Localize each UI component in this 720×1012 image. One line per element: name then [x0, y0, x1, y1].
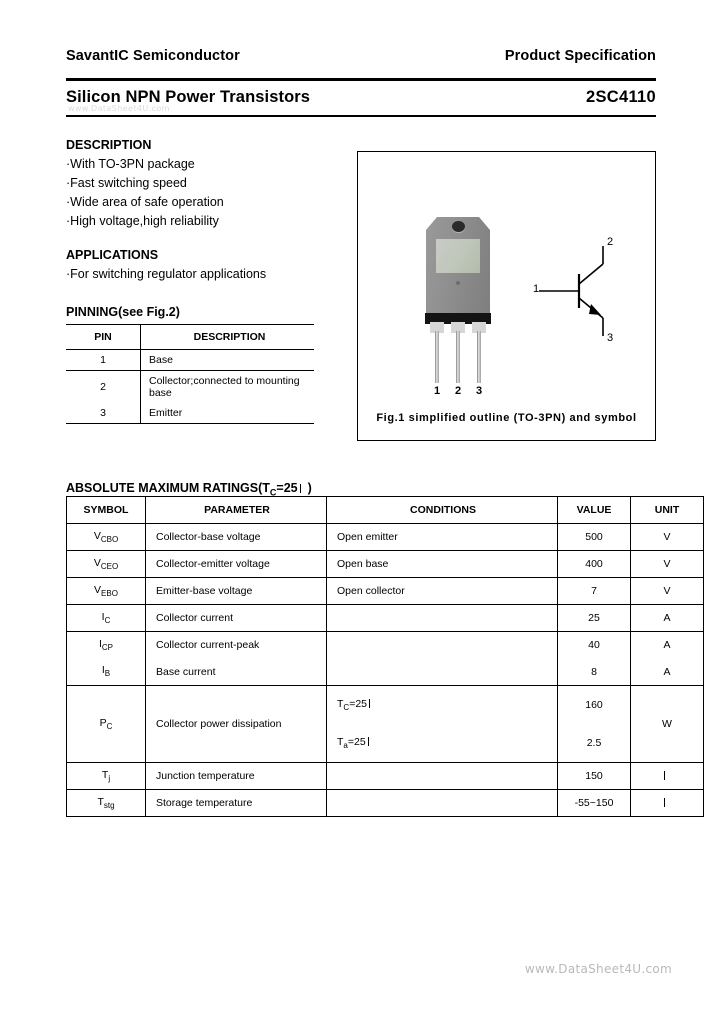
table-row — [66, 371, 314, 404]
symbol-base: T — [101, 768, 109, 781]
condition-suffix: =25 — [349, 697, 368, 710]
table-header-row — [66, 325, 314, 350]
symbol-base: V — [93, 530, 101, 542]
rating-conditions — [327, 632, 558, 659]
rating-unit: A — [631, 658, 704, 685]
symbol-base: I — [98, 638, 102, 651]
rating-symbol — [67, 789, 146, 816]
symbol-subscript: B — [104, 669, 111, 679]
rating-value: 150 — [558, 762, 631, 789]
rating-symbol — [67, 578, 146, 605]
ratings-heading-prefix: ABSOLUTE MAXIMUM RATINGS(T — [66, 481, 270, 495]
rating-parameter: Storage temperature — [146, 789, 327, 816]
symbol-subscript: CEO — [100, 562, 119, 572]
lead-3 — [477, 331, 481, 383]
package-chamfer-right — [479, 217, 490, 230]
description-heading: DESCRIPTION — [66, 138, 152, 152]
table-row — [67, 789, 704, 816]
rating-value: 7 — [558, 578, 631, 605]
table-row — [67, 632, 704, 659]
ratings-col-value: VALUE — [558, 497, 631, 524]
symbol-base: P — [99, 716, 107, 729]
pin-number: 3 — [66, 403, 141, 424]
document-type: Product Specification — [504, 48, 656, 64]
description-item: ·With TO-3PN package — [66, 157, 195, 171]
table-row — [67, 658, 704, 685]
rating-unit — [631, 789, 704, 816]
table-row — [67, 605, 704, 632]
rating-unit: V — [631, 524, 704, 551]
rating-value: 400 — [558, 551, 631, 578]
table-row — [67, 524, 704, 551]
table-row — [66, 350, 314, 371]
degree-celsius-missing-glyph — [368, 737, 376, 746]
symbol-subscript: stg — [103, 800, 115, 810]
description-item: ·Fast switching speed — [66, 176, 187, 190]
rating-conditions — [327, 605, 558, 632]
rating-conditions: Open collector — [327, 578, 558, 605]
symbol-subscript: EBO — [101, 589, 118, 599]
rating-value: -55~150 — [558, 789, 631, 816]
symbol-pin-label-emitter: 3 — [607, 332, 614, 344]
ratings-col-unit: UNIT — [631, 497, 704, 524]
rating-symbol — [67, 551, 146, 578]
table-row — [66, 403, 314, 424]
package-marking-dot — [456, 281, 460, 285]
page-title: Silicon NPN Power Transistors — [66, 88, 311, 106]
symbol-base: T — [97, 795, 104, 808]
condition-subscript: C — [343, 702, 350, 712]
symbol-subscript: j — [108, 773, 111, 783]
symbol-pin-label-base: 1 — [533, 283, 540, 295]
symbol-base: V — [94, 584, 102, 597]
pin-number: 2 — [66, 371, 141, 404]
rating-value: 2.5 — [558, 724, 631, 763]
rating-unit — [631, 762, 704, 789]
rating-unit: V — [631, 551, 704, 578]
company-name: SavantIC Semiconductor — [66, 48, 240, 64]
symbol-subscript: CP — [101, 643, 114, 653]
rating-value: 500 — [558, 524, 631, 551]
symbol-pin-label-collector: 2 — [607, 236, 614, 248]
rating-parameter: Collector current-peak — [146, 632, 327, 659]
rating-symbol — [67, 762, 146, 789]
footer-watermark: www.DataSheet4U.com — [524, 962, 672, 976]
ratings-heading-suffix: =25 — [276, 481, 298, 495]
degree-celsius-missing-glyph — [300, 484, 308, 493]
rating-symbol — [67, 524, 146, 551]
symbol-subscript: C — [106, 721, 113, 731]
ratings-col-symbol: SYMBOL — [67, 497, 146, 524]
rating-parameter: Junction temperature — [146, 762, 327, 789]
transistor-symbol — [533, 236, 633, 346]
package-pin-label-2: 2 — [454, 385, 462, 397]
lead-2 — [456, 331, 460, 383]
condition-prefix: T — [337, 697, 344, 710]
rating-value: 40 — [558, 632, 631, 659]
rating-parameter: Collector-emitter voltage — [146, 551, 327, 578]
rating-symbol — [67, 632, 146, 659]
symbol-subscript: CBO — [100, 535, 119, 545]
degree-celsius-missing-glyph — [664, 771, 672, 780]
rating-conditions — [327, 658, 558, 685]
rating-conditions — [327, 762, 558, 789]
header-divider-top — [66, 78, 656, 81]
ratings-heading: ABSOLUTE MAXIMUM $RATINGS(T_C=25$ ) — [66, 481, 312, 498]
npn-symbol-icon — [533, 236, 633, 346]
pinning-heading: PINNING(see Fig.2) — [66, 305, 180, 319]
symbol-base: I — [101, 664, 105, 677]
rating-conditions: Open base — [327, 551, 558, 578]
pin-description: Base — [141, 350, 315, 371]
header-divider-bottom — [66, 115, 656, 117]
pinning-col-description: DESCRIPTION — [141, 325, 315, 350]
rating-conditions — [327, 685, 558, 724]
pinning-col-pin: PIN — [66, 325, 141, 350]
table-row — [67, 551, 704, 578]
rating-symbol — [67, 685, 146, 762]
rating-parameter: Collector-base voltage — [146, 524, 327, 551]
pin-number: 1 — [66, 350, 141, 371]
applications-heading: APPLICATIONS — [66, 248, 159, 262]
rating-value: 160 — [558, 685, 631, 724]
applications-section — [66, 248, 356, 284]
rating-symbol — [67, 605, 146, 632]
rating-unit: V — [631, 578, 704, 605]
package-pin-label-1: 1 — [433, 385, 441, 397]
package-pin-label-3: 3 — [475, 385, 483, 397]
ratings-heading-sub: C — [269, 487, 277, 498]
pin-description: Emitter — [141, 403, 315, 424]
package-label-area — [436, 239, 480, 273]
figure-caption: Fig.1 simplified outline (TO-3PN) and symbol — [376, 412, 637, 424]
rating-symbol — [67, 658, 146, 685]
rating-unit: A — [631, 632, 704, 659]
description-item: ·Wide area of safe operation — [66, 195, 224, 209]
pin-description: Collector;connected to mounting base — [141, 371, 315, 404]
rating-value: 8 — [558, 658, 631, 685]
symbol-base: V — [93, 557, 101, 570]
table-row — [67, 762, 704, 789]
rating-unit: W — [631, 685, 704, 762]
lead-1 — [435, 331, 439, 383]
symbol-base: I — [101, 611, 105, 624]
rating-value: 25 — [558, 605, 631, 632]
absolute-maximum-ratings-table — [66, 496, 704, 817]
rating-parameter: Collector current — [146, 605, 327, 632]
figure-box — [357, 151, 656, 441]
pinning-table — [66, 324, 314, 424]
rating-parameter: Collector power dissipation — [146, 685, 327, 762]
rating-parameter: Emitter-base voltage — [146, 578, 327, 605]
rating-parameter: Base current — [146, 658, 327, 685]
package-chamfer-left — [426, 217, 437, 230]
degree-celsius-missing-glyph — [664, 798, 672, 807]
symbol-subscript: C — [104, 616, 111, 626]
ghost-watermark: www.DataSheet4U.com — [68, 104, 170, 113]
condition-prefix: T — [337, 735, 344, 748]
rating-conditions — [327, 789, 558, 816]
part-number: 2SC4110 — [586, 88, 656, 106]
degree-celsius-missing-glyph — [369, 699, 377, 708]
condition-suffix: =25 — [347, 735, 366, 748]
rating-unit: A — [631, 605, 704, 632]
package-outline-image — [416, 217, 500, 397]
condition-subscript: a — [343, 740, 348, 750]
rating-conditions — [327, 724, 558, 763]
ratings-col-parameter: PARAMETER — [146, 497, 327, 524]
applications-item: ·For switching regulator applications — [66, 267, 267, 281]
description-item: ·High voltage,high reliability — [66, 214, 219, 228]
mounting-hole — [452, 221, 465, 232]
rating-conditions: Open emitter — [327, 524, 558, 551]
table-row — [67, 685, 704, 724]
ratings-col-conditions: CONDITIONS — [327, 497, 558, 524]
table-header-row — [67, 497, 704, 524]
description-section — [66, 138, 346, 231]
page-header — [66, 48, 656, 64]
table-row — [67, 578, 704, 605]
